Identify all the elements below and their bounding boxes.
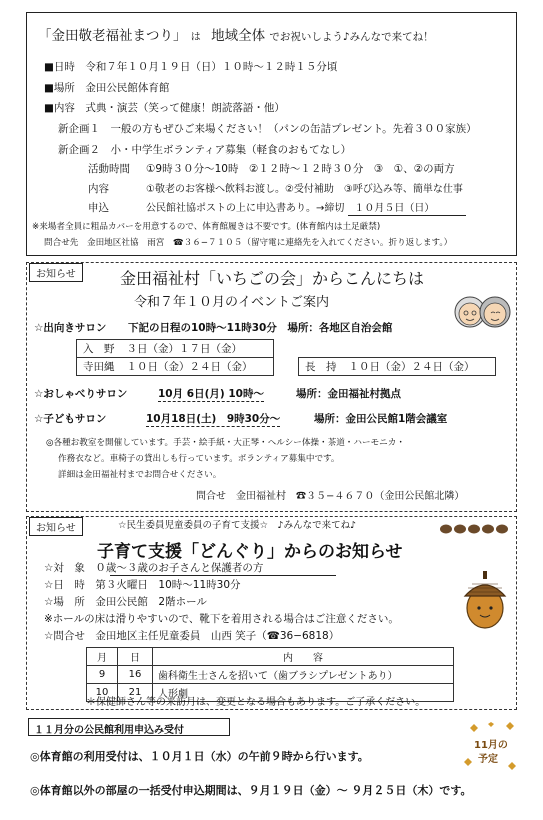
salon3-date: 10月18日(土) 9時30分～ <box>146 413 281 425</box>
kominkan-line1: ◎体育館の利用受付は、１０月１日（水）の午前９時から行います。 <box>30 750 369 763</box>
festival-plan2: 新企画２ 小・中学生ボランティア募集（軽食のおもてなし） <box>58 144 352 156</box>
festival-note: ※来場者全員に粗品カバーを用意するので、体育館履きは不要です。(体育館内は土足厳禁) <box>32 222 381 232</box>
calendar-month: 10 <box>87 684 118 702</box>
acorn-icon <box>460 568 510 630</box>
ichigo-note3: 詳細は金田福祉村までお問合せください。 <box>58 470 222 480</box>
festival-time-label: 活動時間 <box>88 163 130 175</box>
salon3-label: ☆子どもサロン <box>34 413 107 425</box>
festival-content-value: ①敬老のお客様へ飲料お渡し。②受付補助 ③呼び込み等、簡単な仕事 <box>146 184 463 195</box>
schedule-row <box>299 358 496 376</box>
festival-date: ■日時 令和７年１０月１９日（日）１０時～１２時１５分頃 <box>44 61 338 73</box>
november-badge-bottom: 予定 <box>478 754 498 765</box>
festival-time-value: ①9時３０分～10時 ②１２時～１２時３０分 ③ ①、②の両方 <box>146 163 455 175</box>
salon-schedule-right <box>298 357 496 376</box>
donguri-floor-note: ※ホールの床は滑りやすいので、靴下を着用される場合はご注意ください。 <box>44 613 399 625</box>
donguri-title: 子育て支援「どんぐり」からのお知らせ <box>97 542 403 562</box>
schedule-dates: １０日（金）２４日（金） <box>343 358 496 376</box>
calendar-month: 9 <box>87 666 118 684</box>
donguri-calendar <box>86 647 454 702</box>
salon2-place: 場所：金田福祉村拠点 <box>296 388 401 400</box>
calendar-header-row <box>87 648 454 666</box>
festival-title <box>38 24 434 44</box>
donguri-header: ☆民生委員児童委員の子育て支援☆ ♪みんなで来てね♪ <box>118 520 357 531</box>
festival-title-quote: 「金田敬老福祉まつり」 <box>38 28 187 44</box>
ichigo-note1: ◎各種お教室を開催しています。手芸・絵手紙・大正琴・ヘルシー体操・茶道・ハーモニカ・ <box>46 438 405 448</box>
calendar-head-day: 日 <box>118 648 153 666</box>
salon2-date: 10月 6日(月) 10時～ <box>158 388 264 400</box>
calendar-head-content: 内 容 <box>153 648 454 666</box>
salon1-label: ☆出向きサロン <box>34 322 107 334</box>
calendar-content: 人形劇 <box>153 684 454 702</box>
schedule-area: 長 持 <box>299 358 343 376</box>
donguri-place: ☆場 所 金田公民館 2階ホール <box>44 596 207 608</box>
salon1-desc: 下記の日程の10時～11時30分 場所：各地区自治会館 <box>128 322 393 334</box>
calendar-head-month: 月 <box>87 648 118 666</box>
donguri-contact: ☆問合せ 金田地区主任児童委員 山西 笑子（☎36−6818） <box>44 630 340 642</box>
donguri-datetime: ☆日 時 第３火曜日 10時～11時30分 <box>44 579 241 591</box>
festival-title-tail: でお祝いしよう♪みんなで来てね！ <box>269 31 434 43</box>
festival-apply-underline <box>348 215 466 216</box>
festival-title-ha: は <box>190 32 201 43</box>
festival-place: ■場所 金田公民館体育館 <box>44 82 170 94</box>
ichigo-contact: 問合せ 金田福祉村 ☎３５−４６７０（金田公民館北隣） <box>196 491 465 502</box>
festival-apply-value: 公民館社協ポストの上に申込書あり。→締切 １０月５日（日） <box>146 203 435 214</box>
ichigo-title: 金田福祉村「いちごの会」からこんにちは <box>120 269 425 288</box>
table-row <box>87 666 454 684</box>
kominkan-line2: ◎体育館以外の部屋の一括受付申込期間は、９月１９日（金）～ ９月２５日（木）です。 <box>30 784 472 797</box>
november-badge-icon <box>462 722 518 776</box>
festival-apply-label: 申込 <box>88 202 109 214</box>
festival-content: ■内容 式典・演芸（笑って健康！朗読落語・他） <box>44 102 285 114</box>
schedule-dates: ３日（金）１７日（金） <box>121 340 274 358</box>
festival-contact: 問合せ先 金田地区社協 雨宮 ☎３６−７１０５（留守電に連絡先を入れてください。折り返します。） <box>44 238 453 248</box>
salon2-label: ☆おしゃべりサロン <box>34 388 128 400</box>
ichigo-tag: お知らせ <box>29 263 83 282</box>
calendar-day: 21 <box>118 684 153 702</box>
donguri-target: ☆対 象 ０歳～３歳のお子さんと保護者の方 <box>44 562 264 574</box>
november-badge-top: 11月の <box>474 740 508 751</box>
donguri-footnote: ＊保健師さん等の来訪月は、変更となる場合もあります。ご了承ください。 <box>86 697 426 708</box>
salon-schedule-left <box>76 339 274 376</box>
schedule-row <box>77 358 274 376</box>
schedule-dates: １０日（金）２４日（金） <box>121 358 274 376</box>
schedule-area: 寺田縄 <box>77 358 121 376</box>
elderly-couple-icon <box>450 292 514 332</box>
ichigo-note2: 作務衣など。車椅子の貸出しも行っています。ボランティア募集中です。 <box>58 454 340 464</box>
festival-content-label: 内容 <box>88 183 109 195</box>
donguri-target-underline <box>110 575 336 576</box>
calendar-content: 歯科衛生士さんを招いて（歯ブラシプレゼントあり） <box>153 666 454 684</box>
festival-title-region: 地域全体 <box>211 28 266 44</box>
calendar-day: 16 <box>118 666 153 684</box>
donguri-tag: お知らせ <box>29 517 83 536</box>
kominkan-title: １１月分の公民館利用申込み受付 <box>34 725 184 736</box>
ichigo-subtitle: 令和７年１０月のイベントご案内 <box>134 295 330 310</box>
schedule-row <box>77 340 274 358</box>
acorn-row-icon <box>440 520 512 532</box>
salon3-place: 場所：金田公民館1階会議室 <box>314 413 448 425</box>
schedule-area: 入 野 <box>77 340 121 358</box>
festival-plan1: 新企画１ 一般の方もぜひご来場ください！（パンの缶詰プレゼント。先着３００家族） <box>58 123 477 135</box>
